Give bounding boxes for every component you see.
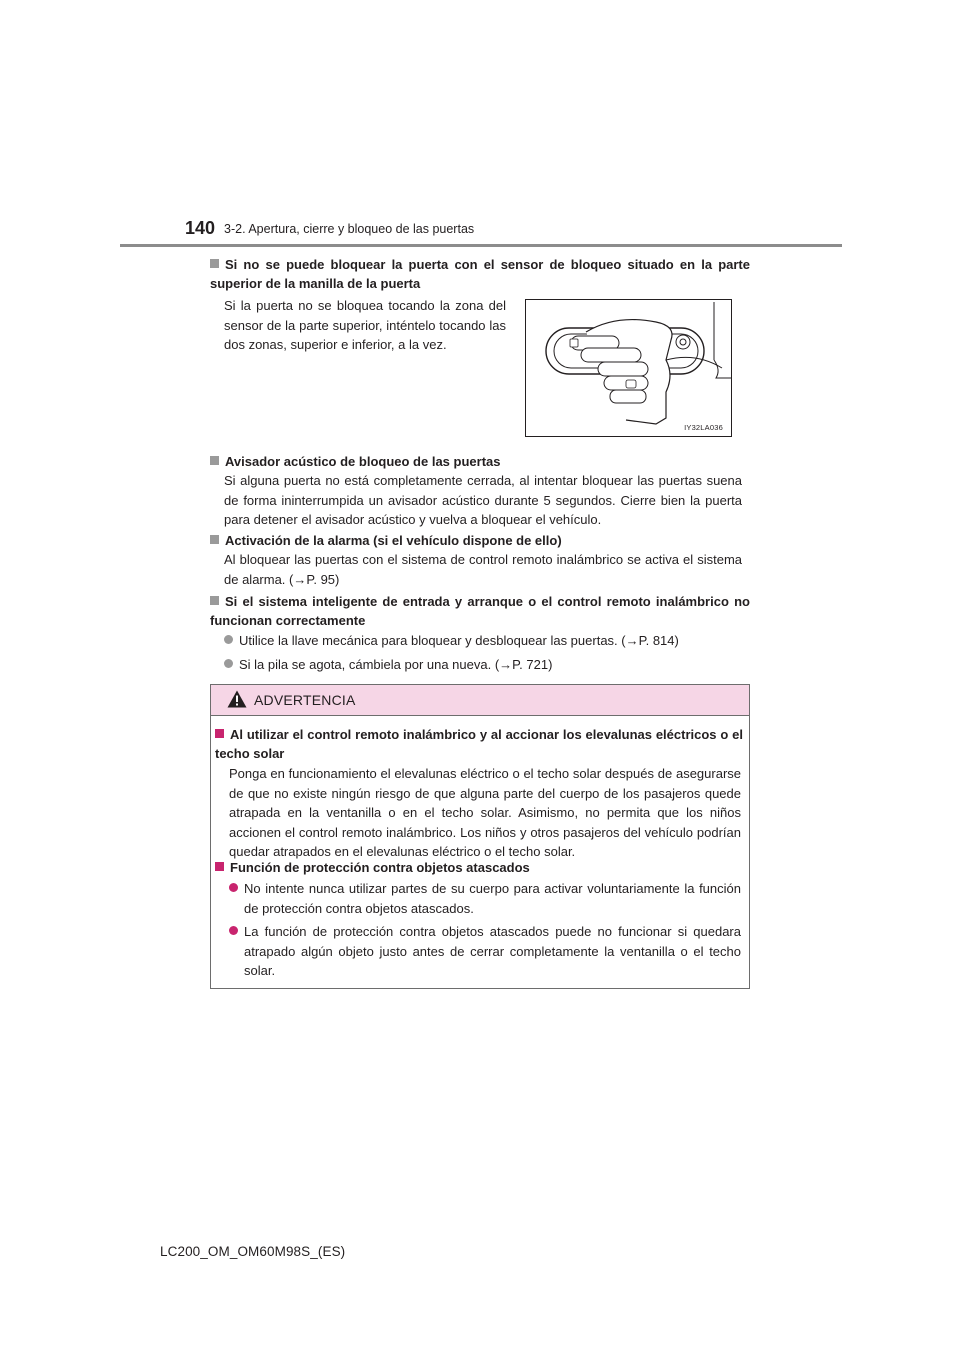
section-title: 3-2. Apertura, cierre y bloqueo de las puertas <box>224 222 475 236</box>
item-heading-2: Avisador acústico de bloqueo de las puertas <box>210 452 750 471</box>
warning-box <box>210 684 750 989</box>
warning-text-1: Ponga en funcionamiento el elevalunas eléctrico o el techo solar después de asegurarse de que no existe ningún riesgo de que alguna parte del cuerpo de los pasajeros quede atrapada en la ventanilla o en el techo solar. Asimismo, no permita que los niños accionen el control remoto inalámbrico. Los niños y otros pasajeros del vehículo podrían quedar atrapados en el elevalunas eléctrico o el techo solar. <box>229 766 741 859</box>
list-item: No intente nunca utilizar partes de su cuerpo para activar voluntariamente la función de protección contra objetos atascados. <box>229 879 741 918</box>
round-bullet-icon <box>224 659 233 668</box>
square-bullet-icon <box>215 862 224 871</box>
item-text-2: Si alguna puerta no está completamente cerrada, al intentar bloquear las puertas suena de forma ininterrumpida un avisador acústico durante 5 segundos. Cierre bien la puerta para detener el avisador acústico y vuelva a bloquear el vehículo. <box>224 473 742 527</box>
square-bullet-icon <box>215 729 224 738</box>
door-handle-figure <box>525 299 732 437</box>
square-bullet-icon <box>210 596 219 605</box>
list-item: Si la pila se agota, cámbiela por una nueva. (→P. 721) <box>224 655 742 675</box>
square-bullet-icon <box>210 456 219 465</box>
figure-code: IY32LA036 <box>684 423 723 432</box>
item-heading-3: Activación de la alarma (si el vehículo dispone de ello) <box>210 531 750 550</box>
list-item: La función de protección contra objetos atascados puede no funcionar si quedara atrapado algún objeto justo antes de cerrar completamente la ventanilla o el techo solar. <box>229 922 741 981</box>
header-divider <box>120 244 842 247</box>
round-bullet-icon <box>229 926 238 935</box>
round-bullet-icon <box>229 883 238 892</box>
round-bullet-icon <box>224 635 233 644</box>
warning-title: ADVERTENCIA <box>254 692 356 708</box>
page-number: 140 <box>185 218 216 238</box>
item-text-3: Al bloquear las puertas con el sistema de control remoto inalámbrico se activa el sistema de alarma. (→P. 95) <box>224 552 742 587</box>
item-text-1: Si la puerta no se bloquea tocando la zona del sensor de la parte superior, inténtelo tocando las dos zonas, superior e inferior, a la vez. <box>224 298 506 352</box>
item-heading-4: Si el sistema inteligente de entrada y arranque o el control remoto inalámbrico no funcionan correctamente <box>210 594 750 628</box>
warning-heading-2: Función de protección contra objetos atascados <box>215 858 743 877</box>
square-bullet-icon <box>210 259 219 268</box>
item-heading-1: Si no se puede bloquear la puerta con el sensor de bloqueo situado en la parte superior de la manilla de la puerta <box>210 257 750 291</box>
warning-heading-1: Al utilizar el control remoto inalámbrico y al accionar los elevalunas eléctricos o el techo solar <box>215 727 743 761</box>
warning-header <box>211 685 749 716</box>
list-item: Utilice la llave mecánica para bloquear y desbloquear las puertas. (→P. 814) <box>224 631 742 651</box>
footer-doc-code: LC200_OM_OM60M98S_(ES) <box>160 1244 346 1259</box>
square-bullet-icon <box>210 535 219 544</box>
door-handle-hand-illustration-icon <box>526 300 731 436</box>
warning-triangle-icon <box>227 690 247 708</box>
